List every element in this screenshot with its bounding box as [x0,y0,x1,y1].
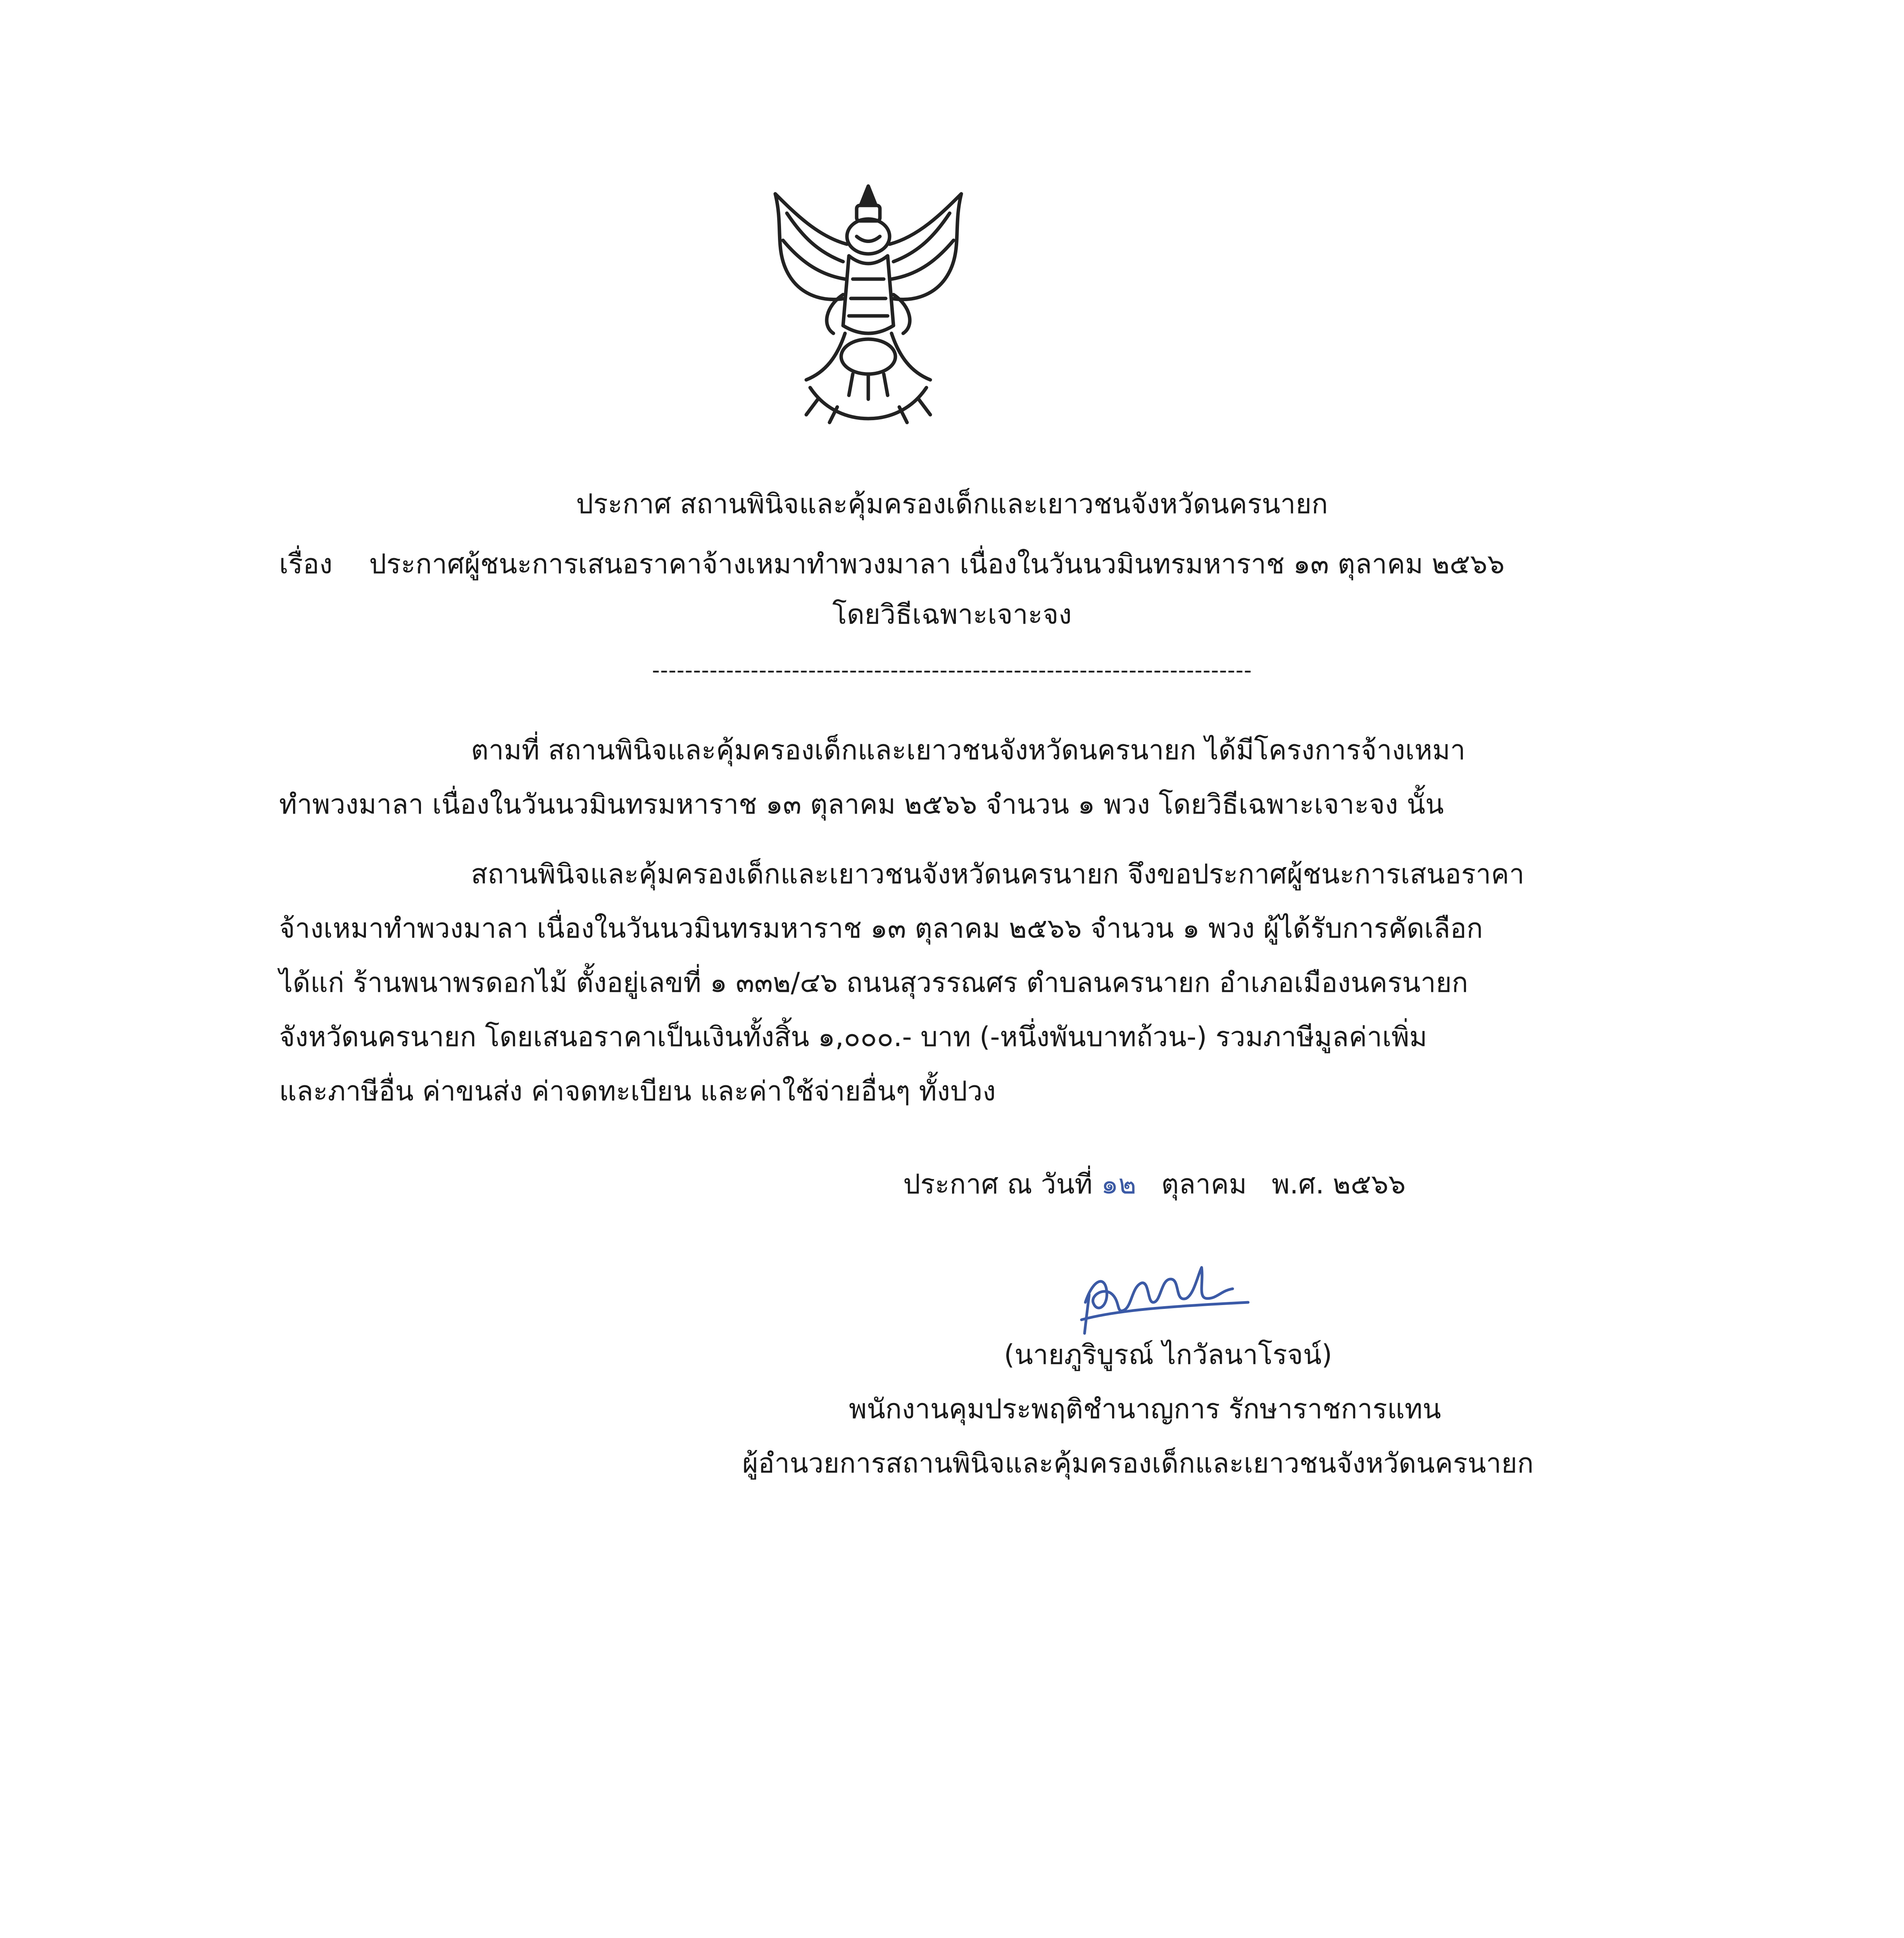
paragraph-1-line-1: ตามที่ สถานพินิจและคุ้มครองเด็กและเยาวชนจังหวัดนครนายก ได้มีโครงการจ้างเหมา [471,734,1466,766]
date-day: ๑๒ [1101,1168,1137,1200]
handwritten-signature [1070,1244,1256,1337]
paragraph-2-line-4: จังหวัดนครนายก โดยเสนอราคาเป็นเงินทั้งสิ้น ๑,๐๐๐.- บาท (-หนึ่งพันบาทถ้วน-) รวมภาษีมูลค่าเพิ่ม [279,1021,1427,1053]
paragraph-2-line-2: จ้างเหมาทำพวงมาลา เนื่องในวันนวมินทรมหาราช ๑๓ ตุลาคม ๒๕๖๖ จำนวน ๑ พวง ผู้ได้รับการคัดเลือก [279,912,1483,944]
announcement-title: ประกาศ สถานพินิจและคุ้มครองเด็กและเยาวชนจังหวัดนครนายก [576,488,1328,520]
paragraph-2-line-3: ได้แก่ ร้านพนาพรดอกไม้ ตั้งอยู่เลขที่ ๑ ๓๓๒/๔๖ ถนนสุวรรณศร ตำบลนครนายก อำเภอเมืองนครนายก [279,967,1468,998]
announcement-date [903,1163,1406,1205]
signer-name: (นายภูริบูรณ์ ไกวัลนาโรจน์) [1004,1339,1332,1371]
date-month: ตุลาคม [1161,1168,1247,1200]
paragraph-1-line-2: ทำพวงมาลา เนื่องในวันนวมินทรมหาราช ๑๓ ตุลาคม ๒๕๖๖ จำนวน ๑ พวง โดยวิธีเฉพาะเจาะจง นั้น [279,788,1444,820]
subject-label: เรื่อง [279,548,333,580]
garuda-emblem-icon [760,178,977,426]
subject-text: ประกาศผู้ชนะการเสนอราคาจ้างเหมาทำพวงมาลา เนื่องในวันนวมินทรมหาราช ๑๓ ตุลาคม ๒๕๖๖ [369,548,1505,580]
date-year: พ.ศ. ๒๕๖๖ [1272,1168,1406,1200]
paragraph-2-line-1: สถานพินิจและคุ้มครองเด็กและเยาวชนจังหวัดนครนายก จึงขอประกาศผู้ชนะการเสนอราคา [471,858,1525,890]
subject-method: โดยวิธีเฉพาะเจาะจง [832,598,1072,630]
signer-position: พนักงานคุมประพฤติชำนาญการ รักษาราชการแทน [849,1393,1441,1425]
header-divider: ------------------------------------------------------------------------- [652,658,1252,683]
signer-office: ผู้อำนวยการสถานพินิจและคุ้มครองเด็กและเยาวชนจังหวัดนครนายก [742,1447,1534,1479]
date-prefix: ประกาศ ณ วันที่ [903,1168,1093,1200]
subject-line [279,543,1505,585]
paragraph-2-line-5: และภาษีอื่น ค่าขนส่ง ค่าจดทะเบียน และค่าใช้จ่ายอื่นๆ ทั้งปวง [279,1075,996,1107]
